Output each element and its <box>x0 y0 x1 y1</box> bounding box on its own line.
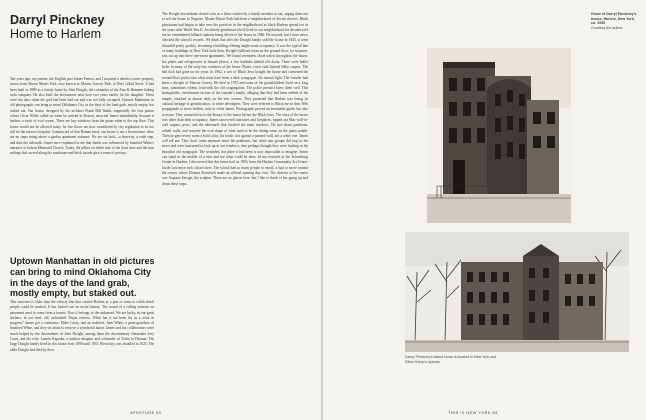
caption-top: Home of Darryl Pinckney's house, Harlem, New York, ca. 1935 Courtesy the author <box>591 12 637 30</box>
folio-right: THIS IS NEW YORK 69 <box>448 411 498 415</box>
folio-left: APERTURE 69 <box>130 411 162 415</box>
caption-bottom: Darryl Pinckney's island home is located in New York and Dillon Kemp's Uptown <box>405 355 497 364</box>
body-column-2: The Dwight descendants shared with us a letter written by a family member to say, urging them not to sell the house to Negroes. Mount Morris Park had been a neighborhood of Jewish doctors. Black physicians had begun to take over the practices in the neighborhood as black Harlem spread out in the years after World War II. An elderly gentleman who'd lived in our neighborhood for decades told me he remembered billiard students being driven to the house in 1946. He insisted, but I have never checked the school's records. We think that after the Dwight family sold the house in 1945, it went downhill pretty quickly, becoming a building offering single-room occupancy. It was the typical fate of many buildings in New York back then. Dwight's billiard room on the ground floor, for instance, was cut up into three one-room apartments. We found seventeen closet toilets throughout the house, hot plates and refrigerators in bizarre places, a few bathtubs behind old doors. There were bullet holes in many of the sixty-two windows of the house. Plastic crack vials littered filthy carpets. The bad luck had gone on for years. In 1962, a sect of Black Jews bought the house and converted the second-floor parlor into what must have been a dark synagogue. No natural light. The founder had been a disciple of Marcus Garvey. He died in 1973 and some of his grandchildren lived on a long time, sometimes violent, feud with the old congregation. The police precinct knew them well. This homophobic, extortionate faction of the founder's family, alleging that they had been robbed of the temple, attacked us almost daily on the new owners. They protested that Harlem was losing its cultural heritage to gentrification, to white developers. They were referred to Black me in their Web propaganda or street leaflets, only to white James. Photographs proved an invaluable guide, but also a rescue. They connected us to the history of the house before the Black Jews. The story of the house was older than their occupancy. James uncovered staircases and fireplaces, ripped out Mao wall-to-wall carpets, pews, and the tabernacle that blocked the main windows. He tore down partitions, rebuilt walls, and restored the oval shape of what used to be the dining room on the piano nobile. Then he gave every room a bold color, his books fort against a painted wall, not a white one. James will tell me. They don't come anymore since the pandemic, but when tour groups did stop in the street and were instructed to look up at our windows, they perhaps thought they were looking at the beautiful old synagogue. The wounded, but place it had been is now impossible to imagine. James can stand in the middle of a ruin and see what could be done. In my research at the Schomburg Center in Harlem, I discovered that this house had, in 1955, been the Harlem Community Art Center. Jacob Lawrence took classes here. The school had so many people to enroll, it had to move around the corner, where Eleanor Roosevelt made an official opening day visit. The director of the center was Augusta Savage, the sculptor. There are no ghosts here, but I like to think of her going up and down these steps. <box>162 12 308 186</box>
body-column-1: Ten years ago, my partner, the English poet James Fenton, and I acquired a derelict corner property across from Mount Morris Park, now known as Marcus Garvey Park, at West 122nd Street. It had been built in 1890 as a family home by John Dwight, the cofounder of the Arm & Hammer baking soda company. He also built the brownstone next door two years earlier for his daughter. These were the days when the grid had been laid out and was not fully occupied. Uptown Manhattan in old photographs can bring to mind Oklahoma City in the days of the land grab, mostly empty, but staked out. Our house, designed by the architect Frank Hill Smith, supposedly the first patron whom Oscar Wilde called on when he arrived in Boston, attracted James immediately, because it harbors a stack of oval rooms. There are bay windows from the piano salon to the top floor. This house would not be allowed today. Its five floors are now considered by city regulation to be too tall for the narrow footprint. Constructed of thin Roman brick, our house is not a brownstone; there are no steps rising above a garden apartment entrance. We are set back—a doorway, a wide step, and then the sidewalk. James once explained to me that Smith was influenced by Stanford White's entrance at Judson Memorial Church. Today, the pillars on either side of the front door and the iron railings that curved along the sandstone-and-brick facade give a sense of privacy. <box>10 77 154 156</box>
left-page <box>0 0 321 420</box>
article-author: Darryl Pinckney <box>10 13 105 27</box>
right-page <box>323 0 646 420</box>
article-title: Home to Harlem <box>10 27 101 41</box>
historic-photo-house <box>427 48 571 223</box>
pull-quote: Uptown Manhattan in old pictures can bring to mind Oklahoma City in the days of the land grab, mostly empty, but staked out. <box>10 256 155 299</box>
body-column-1-continued: This structure is older than the subway line that created Harlem as a part of town to which black people could be pushed. It has looked out on social history. The sound of a rolling suitcase on pavement used to come from a tourist. Now it belongs to the unhoused. We are lucky, in our great shelters, in our tired, old, unfinished Trojan fortress. When has it not been for us a work in progress? James got a contractor, Miles Casey, and an architect, Sam White, a great-grandson of Stanford White, and they set about to retrieve a wonderful house. James and his collaborators were much helped by the descendants of John Dwight, among them the documentary filmmaker Ivey Casey and his wife, Lauren Kapadia, a fashion designer and cofounder of Todos in Havana. The large Dwight family lived in this house from 1890 until 1935. Electricity was installed in 1925. The elder Dwight had died by then. <box>10 300 154 352</box>
historic-photo-street <box>405 232 629 352</box>
